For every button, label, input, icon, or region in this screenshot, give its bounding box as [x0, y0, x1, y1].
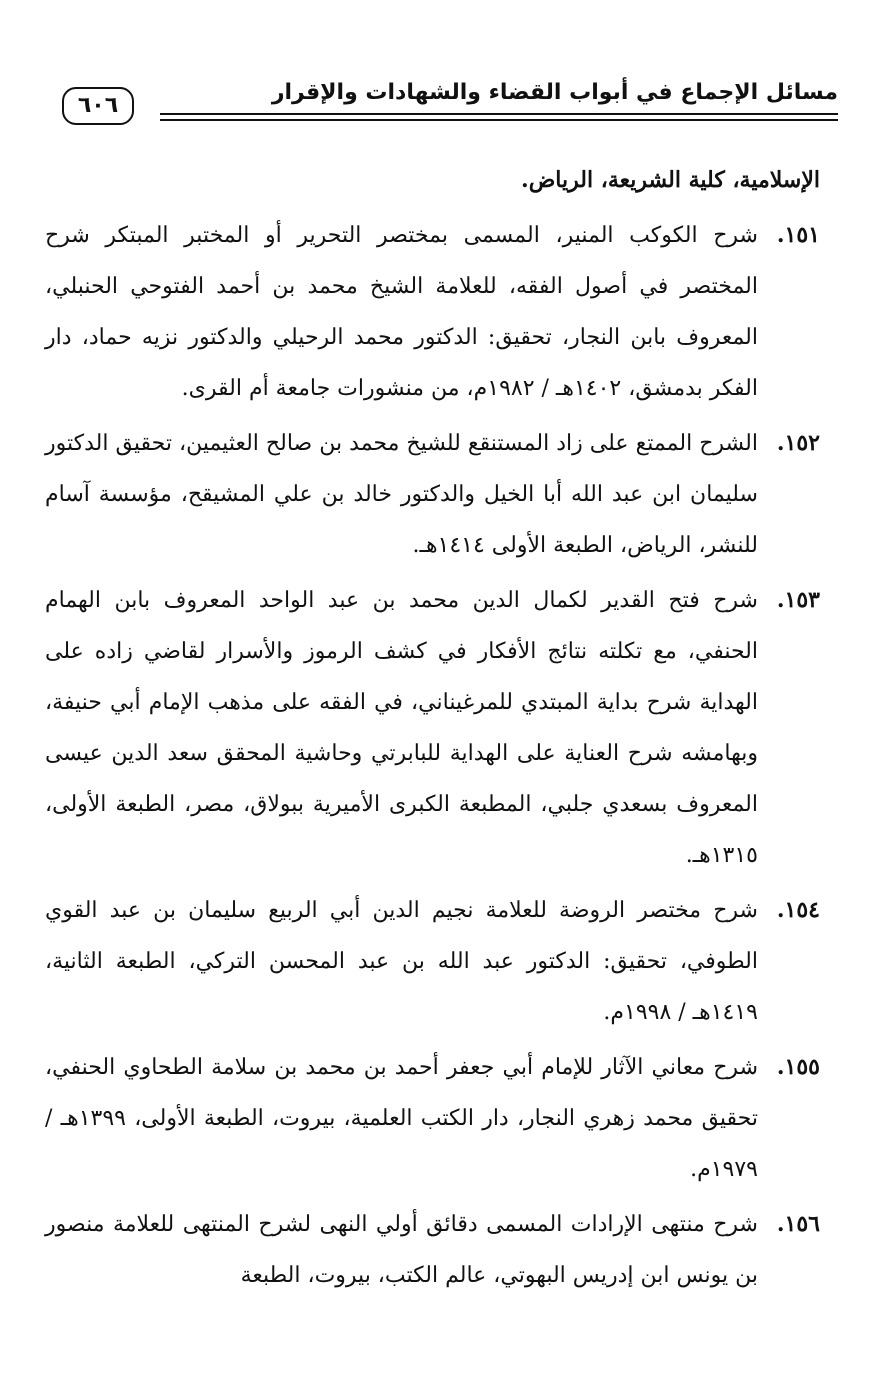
bibliography-entry	[45, 1042, 820, 1195]
continuation-line: الإسلامية، كلية الشريعة، الرياض.	[521, 167, 820, 193]
entry-number: ١٥٦.	[776, 1211, 820, 1237]
entry-number: ١٥٥.	[776, 1054, 820, 1080]
entry-text: الشرح الممتع على زاد المستنقع للشيخ محمد بن صالح العثيمين، تحقيق الدكتور سليمان ابن عبد الله أبا الخيل والدكتور خالد بن علي المشيقح، مؤسسة آسام للنشر، الرياض، الطبعة الأولى ١٤١٤هـ.	[45, 431, 758, 558]
running-title: مسائل الإجماع في أبواب القضاء والشهادات والإقرار	[271, 80, 838, 105]
entry-number: ١٥١.	[776, 222, 820, 248]
page-number-ornament	[38, 84, 158, 128]
bibliography-entry	[45, 1199, 820, 1301]
entry-number: ١٥٤.	[776, 897, 820, 923]
entry-number: ١٥٣.	[776, 587, 820, 613]
bibliography-entry	[45, 210, 820, 414]
entry-text: شرح الكوكب المنير، المسمى بمختصر التحرير أو المختبر المبتكر شرح المختصر في أصول الفقه، للعلامة الشيخ محمد بن أحمد الفتوحي الحنبلي، المعروف بابن النجار، تحقيق: الدكتور محمد الرحيلي والدكتور نزيه حماد، دار الفكر بدمشق، ١٤٠٢هـ / ١٩٨٢م، من منشورات جامعة أم القرى.	[45, 223, 758, 401]
bibliography-entry	[45, 885, 820, 1038]
header-rule-bottom	[160, 119, 838, 121]
page-header	[38, 78, 838, 142]
bibliography-entry	[45, 418, 820, 571]
bibliography-list	[45, 155, 820, 1301]
entry-text: شرح فتح القدير لكمال الدين محمد بن عبد الواحد المعروف بابن الهمام الحنفي، مع تكلته نتائج الأفكار في كشف الرموز والأسرار لقاضي زاده على الهداية شرح بداية المبتدي للمرغيناني، في الفقه على مذهب الإمام أبي حنيفة، وبهامشه شرح العناية على الهداية للبابرتي وحاشية المحقق سعد الدين عيسى المعروف بسعدي جلبي، المطبعة الكبرى الأميرية ببولاق، مصر، الطبعة الأولى، ١٣١٥هـ.	[45, 588, 758, 868]
entry-number: ١٥٢.	[776, 430, 820, 456]
entry-text: شرح معاني الآثار للإمام أبي جعفر أحمد بن محمد بن سلامة الطحاوي الحنفي، تحقيق محمد زهري النجار، دار الكتب العلمية، بيروت، الطبعة الأولى، ١٣٩٩هـ / ١٩٧٩م.	[45, 1055, 759, 1182]
entry-text: شرح منتهى الإرادات المسمى دقائق أولي النهى لشرح المنتهى للعلامة منصور بن يونس ابن إدريس البهوتي، عالم الكتب، بيروت، الطبعة	[45, 1212, 758, 1288]
entry-text: شرح مختصر الروضة للعلامة نجيم الدين أبي الربيع سليمان بن عبد القوي الطوفي، تحقيق: الدكتور عبد الله بن عبد المحسن التركي، الطبعة الثانية، ١٤١٩هـ / ١٩٩٨م.	[45, 898, 758, 1025]
header-rule-top	[160, 113, 838, 115]
bibliography-entry	[45, 575, 820, 881]
page-number: ٦٠٦	[62, 87, 134, 125]
